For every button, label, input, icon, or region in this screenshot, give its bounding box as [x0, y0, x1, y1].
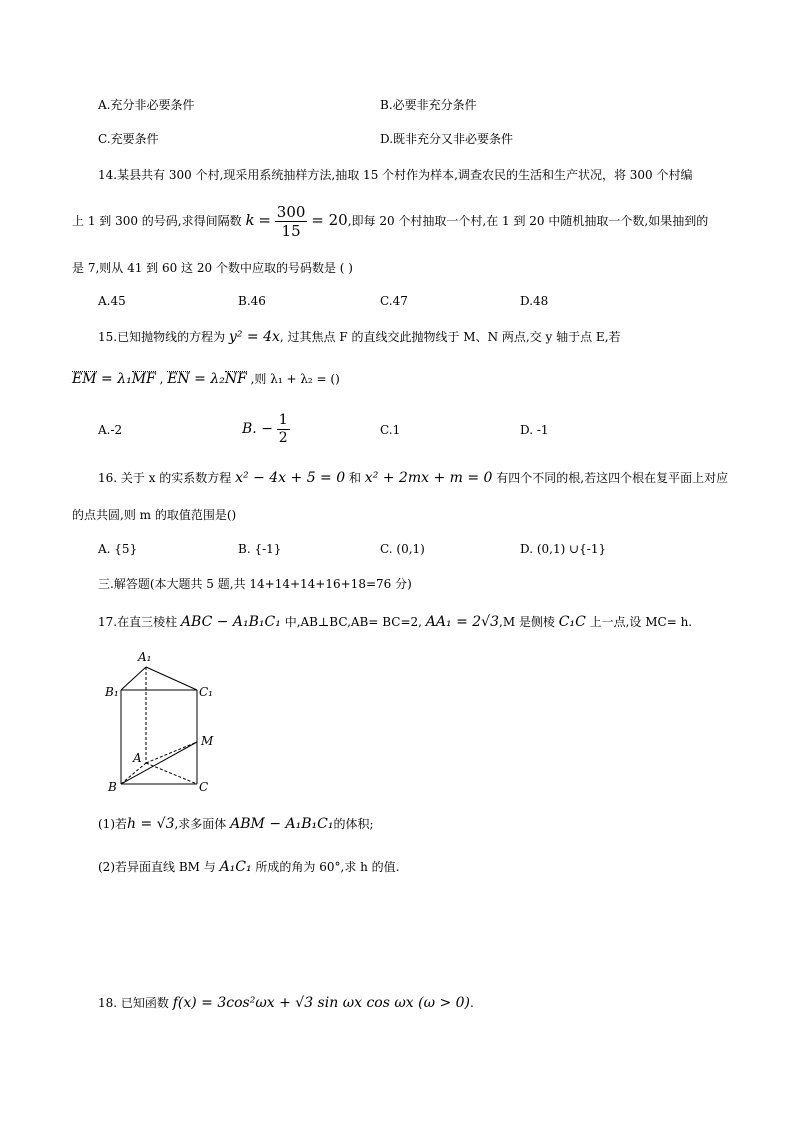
q15-vec-mf: MF: [131, 371, 156, 387]
q16-line1-text: 16. 关于 x 的实系数方程: [98, 471, 232, 485]
q13-option-a: A.充分非必要条件: [98, 98, 195, 112]
q15-option-c: C.1: [380, 423, 401, 437]
q15-line1-rest: , 过其焦点 F 的直线交此抛物线于 M、N 两点,交 y 轴于点 E,若: [279, 330, 621, 344]
q15-line1-text: 15.已知抛物线的方程为: [98, 330, 226, 344]
label-c: C: [199, 780, 209, 794]
q17-part2-a1c1: A₁C₁: [219, 859, 252, 875]
label-a: A: [133, 751, 142, 765]
q15-eq2: = λ₂: [189, 371, 225, 387]
q14-fraction-den: 15: [281, 222, 301, 240]
q17-conditions: 中,AB⊥BC,AB= BC=2,: [280, 615, 422, 629]
q13-option-c: C.充要条件: [98, 132, 159, 146]
q14-line2-text: 上 1 到 300 的号码,求得间隔数: [72, 214, 242, 228]
q15-vec-en: EN: [167, 371, 190, 387]
q16-line1: [98, 471, 728, 485]
q17-prism: ABC − A₁B₁C₁: [180, 614, 281, 630]
q17-line1-end: 上一点,设 MC= h.: [585, 615, 693, 629]
q16-option-b: B. {-1}: [238, 542, 282, 556]
q15-option-b-prefix: B. −: [242, 421, 273, 437]
q17-part1: [98, 817, 374, 831]
segment-a-m-hidden: [146, 742, 197, 763]
q14-option-c: C.47: [380, 294, 408, 308]
q17-part2: [98, 860, 400, 874]
q14-fraction: [275, 203, 308, 240]
q13-option-b: B.必要非充分条件: [380, 98, 477, 112]
q17-part2-text: (2)若异面直线 BM 与: [98, 860, 216, 874]
label-b: B: [108, 780, 117, 794]
edge-b-a-hidden: [121, 763, 146, 784]
q17-part1-text: (1)若: [98, 817, 127, 831]
q15-option-b-num: 1: [278, 412, 288, 428]
q17-aa1: AA₁ = 2√3: [425, 614, 499, 630]
q15-eq1: = λ₁: [96, 371, 132, 387]
q17-part2-end: 所成的角为 60°,求 h 的值.: [251, 860, 400, 874]
q15-vec-em: EM: [72, 371, 97, 387]
q14-result: = 20: [311, 211, 348, 229]
q14-fraction-num: 300: [276, 203, 306, 221]
q16-line1-rest: 有四个不同的根,若这四个根在复平面上对应: [492, 471, 729, 485]
label-a1: A₁: [138, 650, 152, 664]
q17-line1-text: 17.在直三棱柱: [98, 615, 178, 629]
q18-function: f(x) = 3cos²ωx + √3 sin ωx cos ωx (ω > 0): [172, 995, 470, 1011]
q15-option-a: A.-2: [98, 423, 123, 437]
q15-line2-rest: ,则 λ₁ + λ₂ = (): [246, 372, 340, 386]
q16-eq1: x² − 4x + 5 = 0: [235, 470, 346, 486]
label-m: M: [201, 734, 214, 748]
q14-option-d: D.48: [520, 294, 549, 308]
q14-option-b: B.46: [238, 294, 266, 308]
q18-line1-text: 18. 已知函数: [98, 996, 169, 1010]
q17-m-text: ,M 是侧棱: [499, 615, 555, 629]
q16-eq2: x² + 2mx + m = 0: [364, 470, 493, 486]
q13-option-d: D.既非充分又非必要条件: [380, 132, 514, 146]
edge-b1-a1: [121, 667, 146, 690]
edge-a1-c1: [146, 667, 197, 690]
section-heading: 三.解答题(本大题共 5 题,共 14+14+14+16+18=76 分): [98, 577, 412, 591]
q15-option-b: [242, 412, 290, 447]
q17-part1-end: 的体积;: [333, 817, 374, 831]
q16-option-c: C. (0,1): [380, 542, 425, 556]
q16-option-d: D. (0,1) ∪{-1}: [520, 542, 607, 556]
q17-line1: [98, 615, 692, 629]
q15-option-b-den: 2: [278, 430, 288, 446]
q15-parabola-eq: y² = 4x: [228, 329, 280, 345]
prism-figure: [100, 648, 230, 794]
q14-line2-rest: ,即每 20 个村抽取一个村,在 1 到 20 中随机抽取一个数,如果抽到的: [347, 214, 709, 228]
label-c1: C₁: [199, 685, 213, 699]
q18-line1: [98, 996, 474, 1010]
q14-k: k: [245, 211, 255, 229]
q14-eq: =: [258, 211, 271, 229]
label-b1: B₁: [105, 685, 119, 699]
q15-vec-nf: NF: [224, 371, 247, 387]
q17-part1-poly: ABM − A₁B₁C₁: [230, 816, 334, 832]
q15-line1: [98, 330, 621, 344]
q16-and: 和: [345, 471, 365, 485]
q16-option-a: A. {5}: [98, 542, 138, 556]
q17-c1c: C₁C: [558, 614, 586, 630]
q15-option-d: D. -1: [520, 423, 549, 437]
q18-end: .: [470, 996, 474, 1010]
q14-line2: [72, 202, 708, 240]
q14-line1: 14.某县共有 300 个村,现采用系统抽样方法,抽取 15 个村作为样本,调查农民的生活和生产状况，将 300 个村编: [98, 168, 693, 182]
q17-part1-mid: ,求多面体: [174, 817, 227, 831]
q16-line2: 的点共圆,则 m 的取值范围是(): [72, 508, 237, 522]
q14-option-a: A.45: [98, 294, 126, 308]
q15-line2: [72, 372, 340, 386]
q15-sep: ,: [155, 372, 168, 386]
q14-line3: 是 7,则从 41 到 60 这 20 个数中应取的号码数是 ( ): [72, 261, 353, 275]
q15-option-b-fraction: [277, 412, 290, 447]
q17-part1-h: h = √3: [127, 816, 175, 832]
